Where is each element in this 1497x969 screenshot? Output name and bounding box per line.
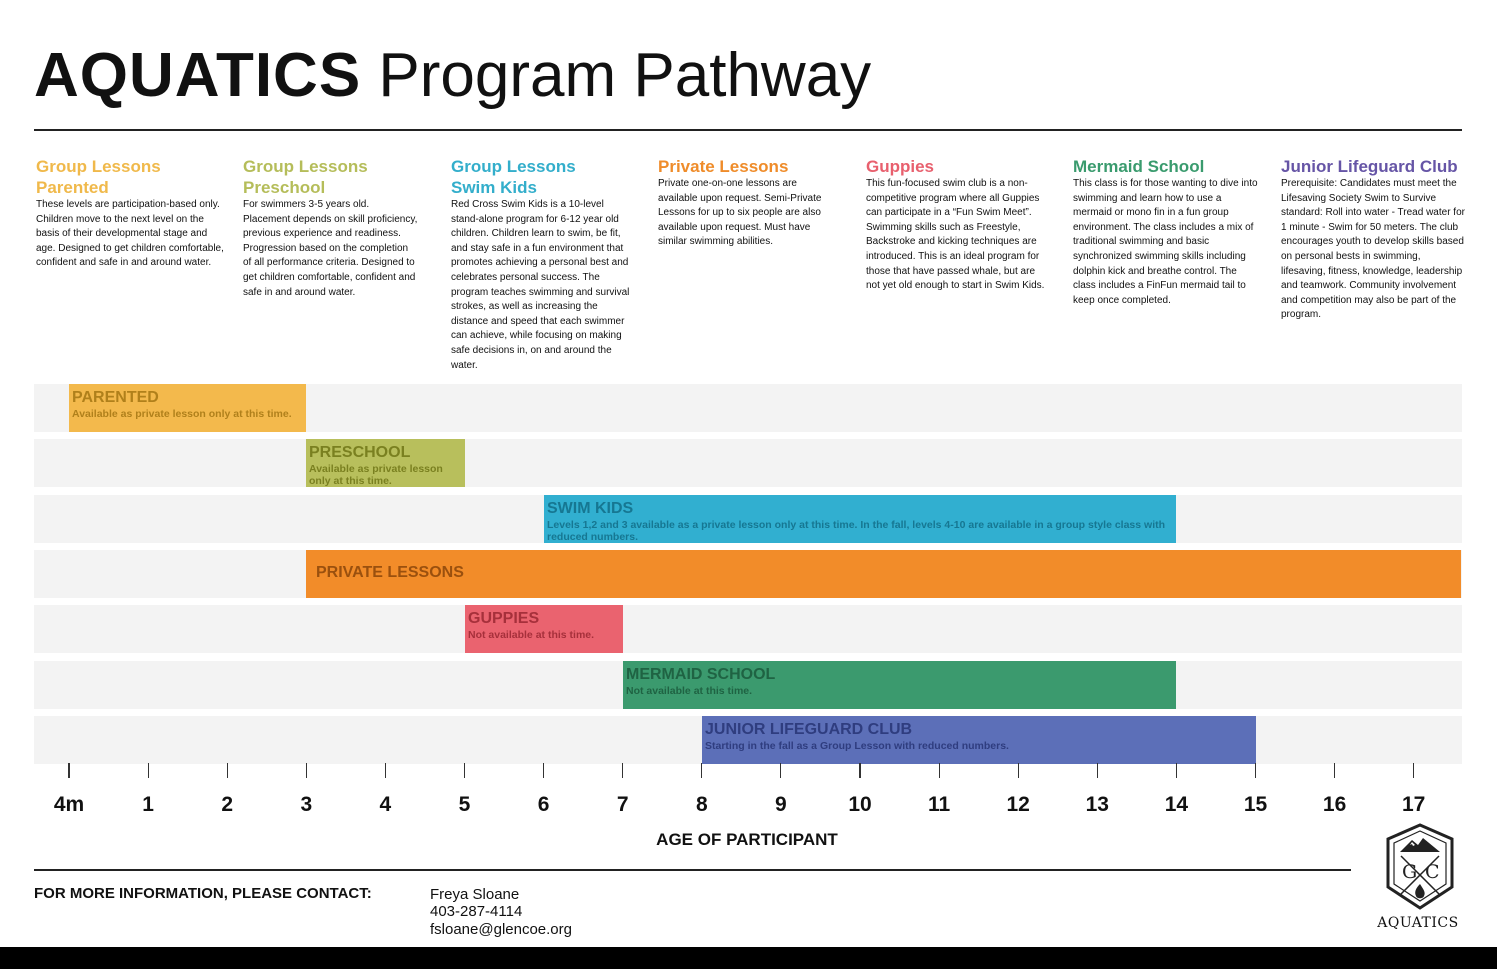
column-description: Prerequisite: Candidates must meet the Lifesaving Society Swim to Survive standard: Roll into water - Tread water for 1 minute - Swim for 50 meters. The club encourages youth to develop skills based on personal bests in swimming, lifesaving, fitness, knowledge, leadership and teamwork. Community involvement and competition may also be part of the program. — [1281, 178, 1465, 321]
logo-letter-right: C — [1425, 861, 1440, 883]
x-axis-tick-label: 10 — [848, 793, 872, 816]
chart-bar-label: GUPPIES — [468, 610, 540, 627]
chart-bar-junior-lifeguard-club — [702, 716, 1256, 764]
x-axis-tick — [1176, 763, 1177, 778]
column-title — [451, 156, 634, 198]
x-axis-tick-label: 5 — [458, 793, 471, 816]
x-axis-tick — [68, 763, 69, 778]
logo-text: AQUATICS — [1377, 915, 1459, 931]
column-group-lessons-swim-kids — [451, 156, 634, 373]
x-axis-tick — [1334, 763, 1335, 778]
chart-bar-mermaid-school — [623, 661, 1176, 709]
x-axis-tick-label: 8 — [695, 793, 708, 816]
x-axis-tick-label: 4m — [53, 793, 85, 816]
x-axis-tick — [543, 763, 544, 778]
x-axis-tick-label: 9 — [775, 793, 787, 816]
chart-bar-note: Starting in the fall as a Group Lesson with reduced numbers. — [705, 740, 1009, 752]
contact-phone: 403-287-4114 — [430, 903, 523, 920]
column-title-line1: Group Lessons — [451, 157, 576, 176]
x-axis-tick-label: 14 — [1164, 793, 1189, 816]
contact-email[interactable]: fsloane@glencoe.org — [430, 921, 572, 938]
column-title-line1: Group Lessons — [243, 157, 368, 176]
column-description: These levels are participation-based only. Children move to the next level on the basis of their developmental stage and age. Designed to get children comfortable, confident and safe in and around water. — [36, 199, 224, 269]
chart-bar-label: JUNIOR LIFEGUARD CLUB — [705, 721, 913, 738]
chart-bar-note: Available as private lesson only at this time. — [72, 408, 292, 420]
chart-bar-parented — [69, 384, 306, 432]
chart-bar-preschool — [306, 439, 465, 487]
chart-bar-guppies — [465, 605, 623, 653]
x-axis-tick — [1413, 763, 1414, 778]
column-title — [243, 156, 418, 198]
footer-bar — [0, 947, 1497, 969]
x-axis-tick-label: 16 — [1322, 793, 1347, 816]
x-axis-tick — [622, 763, 623, 778]
chart-bar-label: PARENTED — [72, 389, 159, 406]
column-title: Junior Lifeguard Club — [1281, 157, 1458, 176]
x-axis-tick-label: 13 — [1085, 793, 1109, 816]
x-axis-tick — [464, 763, 465, 778]
chart-bar-label: PRIVATE LESSONS — [316, 564, 464, 581]
x-axis-tick-label: 17 — [1402, 793, 1426, 816]
x-axis-tick-label: 11 — [927, 793, 951, 816]
contact-label: FOR MORE INFORMATION, PLEASE CONTACT: — [34, 885, 372, 902]
x-axis-tick — [939, 763, 940, 778]
x-axis-tick-label: 15 — [1243, 793, 1268, 816]
x-axis-tick — [1255, 763, 1256, 778]
column-mermaid-school — [1073, 156, 1258, 308]
column-guppies — [866, 156, 1046, 294]
x-axis-tick — [227, 763, 228, 778]
chart-bar-label: SWIM KIDS — [547, 500, 634, 517]
column-junior-lifeguard-club — [1281, 156, 1466, 323]
column-title-line2: Swim Kids — [451, 178, 537, 197]
bottom-divider — [34, 869, 1351, 871]
chart-bar-note: Available as private lesson only at this time. — [309, 463, 443, 487]
x-axis-label: AGE OF PARTICIPANT — [656, 830, 838, 849]
column-description: Private one-on-one lessons are available upon request. Semi-Private Lessons for up to six people are also available upon request. Must have similar swimming abilities. — [658, 178, 822, 248]
x-axis-tick — [780, 763, 781, 778]
column-description: This class is for those wanting to dive into swimming and learn how to use a mermaid or mono fin in a fun group environment. The class includes a mix of traditional swimming and basic synchronized swimming skills including dolphin kick and breathe control. The class includes a FinFun mermaid tail to keep once completed. — [1073, 178, 1258, 306]
column-description: For swimmers 3-5 years old. Placement depends on skill proficiency, previous experience and readiness. Progression based on the completion of all performance criteria. Designed to get children comfortable, confident and safe in and around water. — [243, 199, 418, 298]
contact-name: Freya Sloane — [430, 886, 520, 903]
x-axis-tick-label: 1 — [142, 793, 154, 816]
x-axis-tick — [385, 763, 386, 778]
column-title: Guppies — [866, 157, 935, 176]
x-axis-tick — [701, 763, 702, 778]
chart-bar-label: MERMAID SCHOOL — [626, 666, 776, 683]
title-light: Program Pathway — [378, 41, 872, 110]
chart-bar-label: PRESCHOOL — [309, 444, 411, 461]
x-axis-tick — [859, 763, 860, 778]
x-axis-tick-label: 2 — [221, 793, 234, 816]
column-group-lessons-parented — [36, 156, 226, 271]
chart-row-background — [34, 605, 1462, 653]
column-description: Red Cross Swim Kids is a 10-level stand-alone program for 6-12 year old children. Children learn to swim, be fit, and stay safe in a fun environment that promotes achieving a personal best and celebrates personal success. The program teaches swimming and survival strokes, as well as increasing the distance and speed that each swimmer can achieve, while focusing on making safe decisions in, on and around the water. — [451, 199, 630, 371]
column-description: This fun-focused swim club is a non-competitive program where all Guppies can participate in a “Fun Swim Meet”. Swimming skills such as Freestyle, Backstroke and kicking techniques are introduced. This is an ideal program for those that have passed whale, but are not yet old enough to start in Swim Kids. — [866, 178, 1045, 292]
x-axis-tick-label: 4 — [379, 793, 392, 816]
chart-bar-note: Not available at this time. — [626, 685, 753, 697]
x-axis-tick — [148, 763, 149, 778]
x-axis-tick-label: 3 — [300, 793, 313, 816]
chart-row-background — [34, 439, 1462, 487]
column-title-line2: Preschool — [243, 178, 326, 197]
column-title-line1: Group Lessons — [36, 157, 161, 176]
top-divider — [34, 129, 1462, 131]
x-axis-tick — [306, 763, 307, 778]
column-title: Mermaid School — [1073, 157, 1205, 176]
x-axis-tick-label: 12 — [1006, 793, 1030, 816]
chart-bar-note: Levels 1,2 and 3 available as a private lesson only at this time. In the fall, levels 4-10 are available in a group style class with reduced numbers. — [547, 519, 1166, 543]
column-title — [36, 156, 226, 198]
logo-letter-left: G — [1402, 861, 1418, 883]
column-title-line2: Parented — [36, 178, 109, 197]
page-title — [34, 40, 871, 112]
chart-bar-note: Not available at this time. — [468, 629, 595, 641]
title-bold: AQUATICS — [34, 41, 362, 110]
column-group-lessons-preschool — [243, 156, 418, 300]
column-title: Private Lessons — [658, 157, 789, 176]
column-private-lessons — [658, 156, 838, 250]
x-axis-tick-label: 6 — [537, 793, 550, 816]
chart-bar-swim-kids — [544, 495, 1176, 543]
x-axis-tick-label: 7 — [616, 793, 629, 816]
chart-bar-private-lessons — [306, 550, 1461, 598]
x-axis-tick — [1097, 763, 1098, 778]
x-axis-tick — [1018, 763, 1019, 778]
